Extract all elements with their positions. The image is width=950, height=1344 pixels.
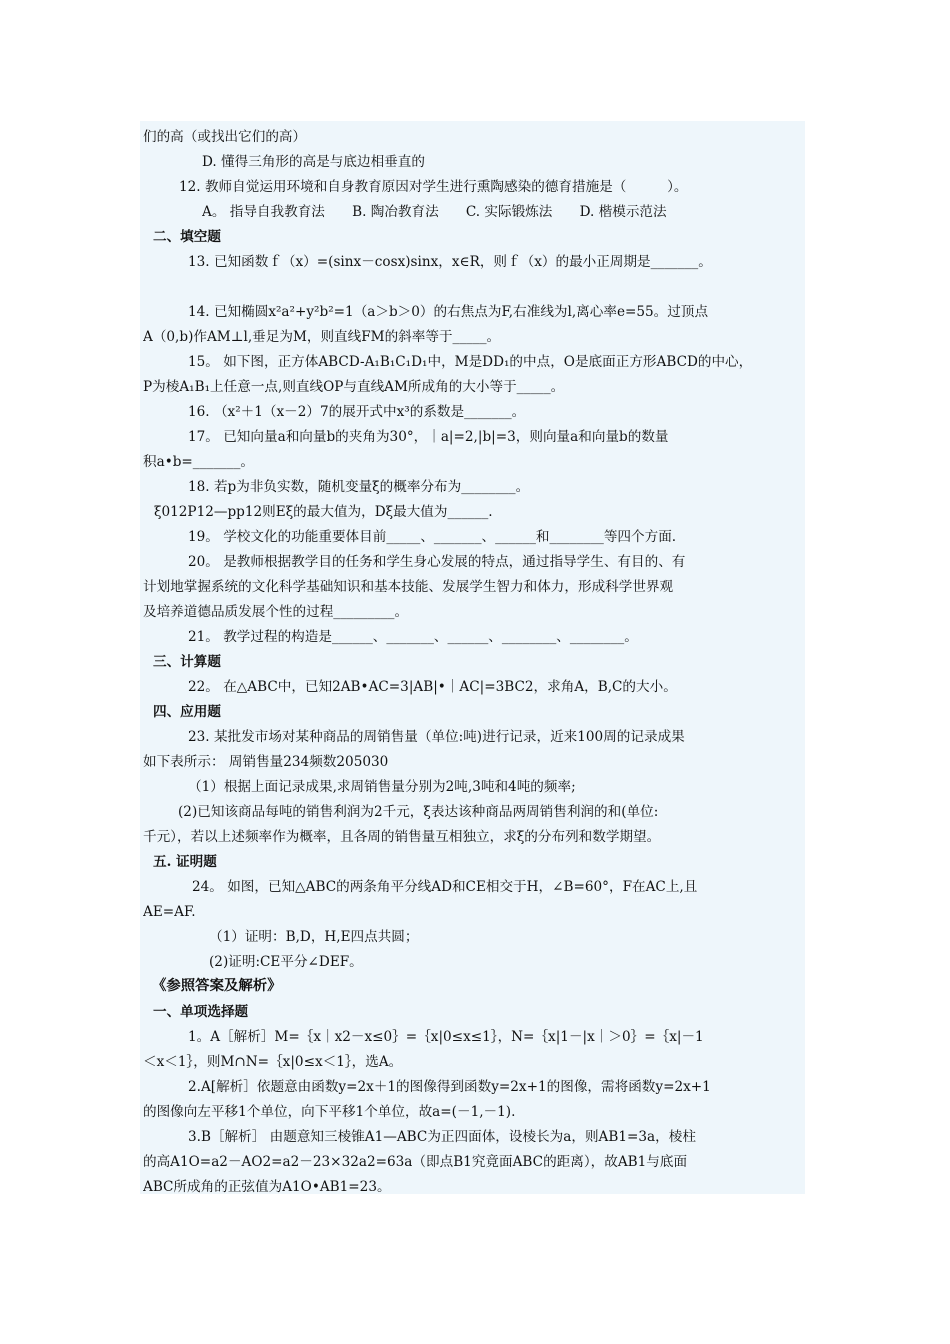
answer-3-cont: 的高A1O=a2－AO2=a2－23×32a2=63a（即点B1究竟面ABC的距离），故AB1与底面 — [143, 1154, 688, 1170]
question-12-options: A。 指导自我教育法 B. 陶冶教育法 C. 实际锻炼法 D. 楷模示范法 — [202, 204, 667, 220]
question-20: 20。 是教师根据教学目的任务和学生身心发展的特点，通过指导学生、有目的、有 — [188, 554, 686, 570]
question-23-cont: 如下表所示： 周销售量234频数205030 — [143, 754, 389, 770]
question-22: 22。 在△ABC中，已知2AB•AC=3|AB|•｜AC|=3BC2，求角A，B,C的大小。 — [188, 679, 677, 695]
section-heading-calculation: 三、计算题 — [153, 654, 221, 670]
section-heading-application: 四、应用题 — [153, 704, 221, 720]
question-15-cont: P为棱A₁B₁上任意一点,则直线OP与直线AM所成角的大小等于_____。 — [143, 379, 565, 395]
answer-3-cont: ABC所成角的正弦值为A1O•AB1=23。 — [143, 1179, 391, 1194]
question-18-cont: ξ012P12—pp12则Eξ的最大值为，Dξ最大值为______. — [154, 504, 493, 520]
question-16: 16. （x²＋1（x－2）7的展开式中x³的系数是_______。 — [188, 404, 526, 420]
answer-3: 3.B［解析］ 由题意知三棱锥A1—ABC为正四面体，设棱长为a，则AB1=3a，棱柱 — [188, 1129, 696, 1145]
question-13: 13. 已知函数ｆ（x）=(sinx－cosx)sinx，x∈R，则ｆ（x）的最小正周期是_______。 — [188, 254, 712, 270]
section-heading-fill-blank: 二、填空题 — [153, 229, 221, 245]
question-23-part-1: （1）根据上面记录成果,求周销售量分别为2吨,3吨和4吨的频率; — [188, 779, 576, 795]
section-heading-proof: 五. 证明题 — [153, 854, 217, 870]
question-23-part-2-cont: 千元），若以上述频率作为概率，且各周的销售量互相独立，求ξ的分布列和数学期望。 — [143, 829, 661, 845]
question-21: 21。 教学过程的构造是______、_______、______、________、________。 — [188, 629, 638, 645]
answers-title: 《参照答案及解析》 — [152, 977, 282, 994]
question-23: 23. 某批发市场对某种商品的周销售量（单位:吨)进行记录，近来100周的记录成果 — [188, 729, 685, 745]
text-line: 们的高（或找出它们的高） — [143, 129, 307, 145]
document-page — [140, 121, 805, 1194]
question-14-cont: A（0,b)作AM⊥l,垂足为M，则直线FM的斜率等于_____。 — [143, 329, 501, 345]
section-heading-single-choice: 一、单项选择题 — [153, 1004, 249, 1020]
answer-1-cont: ＜x＜1｝，则M∩N=｛x|0≤x＜1｝，选A。 — [143, 1054, 403, 1070]
question-24: 24。 如图，已知△ABC的两条角平分线AD和CE相交于H，∠B=60°，F在AC上,且 — [192, 879, 698, 895]
question-24-part-2: (2)证明:CE平分∠DEF。 — [209, 954, 363, 970]
question-24-part-1: （1）证明：B,D，H,E四点共圆； — [209, 929, 419, 945]
question-20-cont: 及培养道德品质发展个性的过程_________。 — [143, 604, 409, 620]
option-d: D. 懂得三角形的高是与底边相垂直的 — [202, 154, 425, 170]
answer-2-cont: 的图像向左平移1个单位，向下平移1个单位，故a=(－1,－1). — [143, 1104, 516, 1120]
question-20-cont: 计划地掌握系统的文化科学基础知识和基本技能、发展学生智力和体力，形成科学世界观 — [143, 579, 674, 595]
question-14: 14. 已知椭圆x²a²+y²b²=1（a＞b＞0）的右焦点为F,右准线为l,离心率e=55。过顶点 — [188, 304, 709, 320]
question-17: 17。 已知向量a和向量b的夹角为30°，｜a|=2,|b|=3，则向量a和向量b的数量 — [188, 429, 669, 445]
question-23-part-2: (2)已知该商品每吨的销售利润为2千元，ξ表达该种商品两周销售利润的和(单位: — [178, 804, 659, 820]
question-15: 15。 如下图，正方体ABCD-A₁B₁C₁D₁中，M是DD₁的中点，O是底面正方形ABCD的中心， — [188, 354, 753, 370]
question-17-cont: 积a•b=_______。 — [143, 454, 254, 470]
question-19: 19。 学校文化的功能重要体目前_____、_______、______和________等四个方面. — [188, 529, 677, 545]
answer-2: 2.A[解析］依题意由函数y=2x＋1的图像得到函数y=2x+1的图像，需将函数y=2x+1 — [188, 1079, 711, 1095]
question-24-cont: AE=AF. — [143, 904, 196, 920]
question-12: 12. 教师自觉运用环境和自身教育原因对学生进行熏陶感染的德育措施是（ ）。 — [179, 179, 688, 195]
answer-1: 1。A［解析］M=｛x｜x2－x≤0｝=｛x|0≤x≤1｝，N=｛x|1－|x｜＞0｝=｛x|－1 — [188, 1029, 704, 1045]
question-18: 18. 若p为非负实数，随机变量ξ的概率分布为________。 — [188, 479, 530, 495]
